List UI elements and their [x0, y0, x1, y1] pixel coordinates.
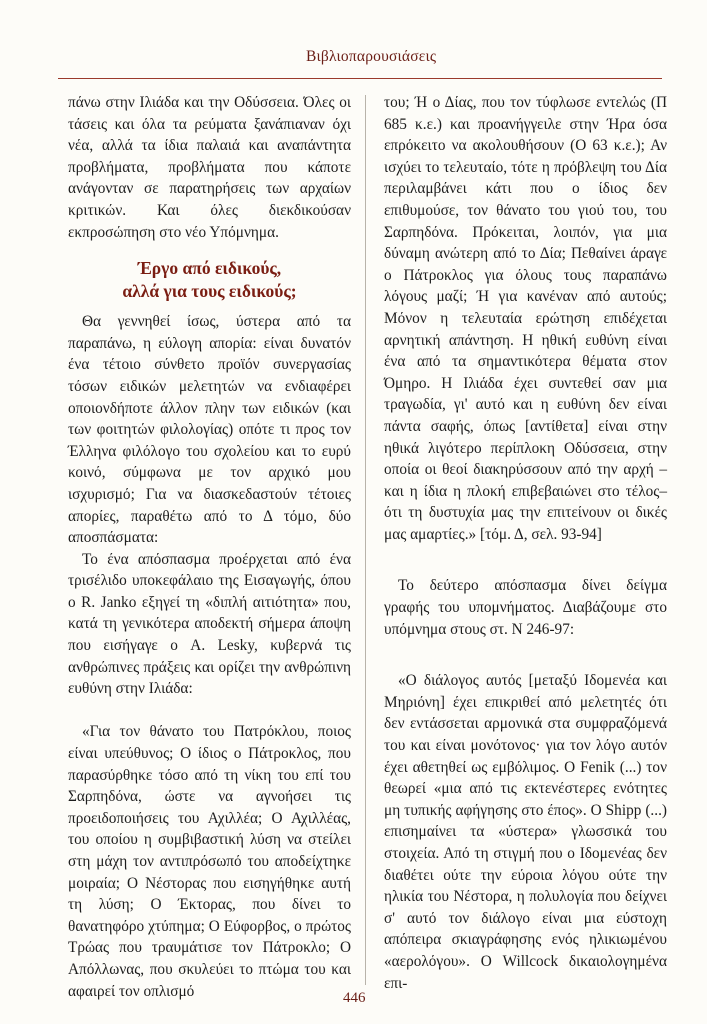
left-paragraph-1: πάνω στην Ιλιάδα και την Οδύσσεια. Όλες οι τάσεις και όλα τα ρεύματα ξανάπιαναν όχι νέα, αλλά τα ίδια παλαιά και αναπάντητα προβλήματα, προβλήματα που κάποτε ανάγονταν σε παρατηρήσεις των αρχαίων κριτικών. Και όλες διεκδικούσαν εκπροσώπηση στο νέο Υπόμνημα.	[68, 94, 351, 241]
left-quote: «Για τον θάνατο του Πατρόκλου, ποιος είναι υπεύθυνος; Ο ίδιος ο Πάτροκλος, που παρασύρθηκε τόσο από τη νίκη του επί του Σαρπηδόνα, ώστε να αγνοήσει τις προειδοποιήσεις του Αχιλλέα; Ο Αχιλλέας, του οποίου η συμβιβαστική λύση να στείλει στη μάχη τον αντιπρόσωπό του αποδείχτηκε μοιραία; Ο Νέστορας που εισηγήθηκε αυτή τη λύση; Ο Έκτορας, που δίνει το θανατηφόρο χτύπημα; Ο Εύφορβος, ο πρώτος Τρώας που τραυμάτισε τον Πάτροκλο; Ο Απόλλωνας, που σκυλεύει το πτώμα του και αφαιρεί τον οπλισμό	[68, 723, 351, 1000]
spacer	[68, 700, 351, 722]
left-column	[68, 92, 351, 1002]
running-head: Βιβλιοπαρουσιάσεις	[306, 48, 437, 65]
right-quote: «Ο διάλογος αυτός [μεταξύ Ιδομενέα και Μηριόνη] έχει επικριθεί από μελετητές ότι δεν εντάσσεται αρμονικά στα συμφραζόμενά του και είναι μονότονος· για τον λόγο αυτόν έχει αθετηθεί ως εμβόλιμος. Ο Fenik (...) τον θεωρεί «μια από τις εκτενέστερες ενότητες μη τυπικής αφήγησης στο έπος». Ο Shipp (...) επισημαίνει τα «ύστερα» γλωσσικά του στοιχεία. Από τη στιγμή που ο Ιδομενέας δεν διαθέτει ούτε την εύροια λόγου ούτε την ηλικία του Νέστορα, η πολυλογία που δείχνει σ' αυτό τον διάλογο είναι μια εύστοχη απόπειρα σκιαγράφησης ενός ηλικιωμένου «αερολόγου». Ο Willcock δικαιολογημένα επι-	[384, 672, 667, 992]
section-heading-line-2: αλλά για τους ειδικούς;	[122, 281, 297, 302]
spacer	[384, 545, 667, 575]
header-rule	[58, 78, 662, 79]
left-paragraph-2: Θα γεννηθεί ίσως, ύστερα από τα παραπάνω, η εύλογη απορία: είναι δυνατόν ένα τέτοιο σύνθετο προϊόν συνεργασίας τόσων ειδικών μελετητών να ενδιαφέρει οποιονδήποτε άλλον πλην των ειδικών (και των φοιτητών φιλολογίας) οπότε τι προς τον Έλληνα φιλόλογο του σχολείου και το ευρύ κοινό, σύμφωνα με τον αρχικό μου ισχυρισμό; Για να διασκεδαστούν τέτοιες απορίες, παραθέτω από το Δ τόμο, δύο αποσπάσματα:	[68, 313, 351, 547]
right-column	[384, 92, 667, 994]
right-paragraph-1: του; Ή ο Δίας, που τον τύφλωσε εντελώς (Π 685 κ.ε.) και προανήγγειλε στην Ήρα όσα επρόκειτο να ακολουθήσουν (Ο 63 κ.ε.); Αν ισχύει το τελευταίο, τότε η πρόβλεψη του Δία περιλαμβάνει κάτι που ο ίδιος δεν επιθυμούσε, τον θάνατο του γιού του, του Σαρπηδόνα. Πρόκειται, λοιπόν, για μια δύναμη ανώτερη από το Δία; Πεθαίνει άραγε ο Πάτροκλος για όλους τους παραπάνω λόγους μαζί; Ή για κανέναν από αυτούς; Μόνον η τελευταία ερώτηση επιδέχεται αρνητική απάντηση. Η ηθική ευθύνη είναι ένα από τα σημαντικότερα θέματα στον Όμηρο. Η Ιλιάδα έχει συντεθεί σαν μια τραγωδία, γι' αυτό και η ευθύνη δεν είναι πάντα σαφής, όπως [αντίθετα] είναι στην ηθικά λιγότερο περίπλοκη Οδύσσεια, στην οποία οι θεοί διακηρύσσουν από την αρχή –και η ίδια η πλοκή επιβεβαιώνει στο τέλος– ότι τη δυστυχία μας την επιτείνουν οι δικές μας αμαρτίες.» [τόμ. Δ, σελ. 93-94]	[384, 94, 667, 543]
section-heading-line-1: Έργο από ειδικούς,	[137, 258, 282, 279]
left-paragraph-3: Το ένα απόσπασμα προέρχεται από ένα τρισέλιδο υποκεφάλαιο της Εισαγωγής, όπου ο R. Janko εξηγεί τη «διπλή αιτιότητα» που, κατά τη γενικότερα αποδεκτή σήμερα άποψη που εισήγαγε ο A. Lesky, κυβερνά τις ανθρώπινες πράξεις και ορίζει την ανθρώπινη ευθύνη στην Ιλιάδα:	[68, 550, 351, 698]
section-heading	[68, 257, 351, 303]
column-divider	[365, 95, 366, 985]
spacer	[384, 640, 667, 670]
page-number: 446	[343, 990, 366, 1006]
right-paragraph-2: Το δεύτερο απόσπασμα δίνει δείγμα γραφής του υπομνήματος. Διαβάζουμε στο υπόμνημα στους στ. Ν 246-97:	[384, 577, 667, 638]
